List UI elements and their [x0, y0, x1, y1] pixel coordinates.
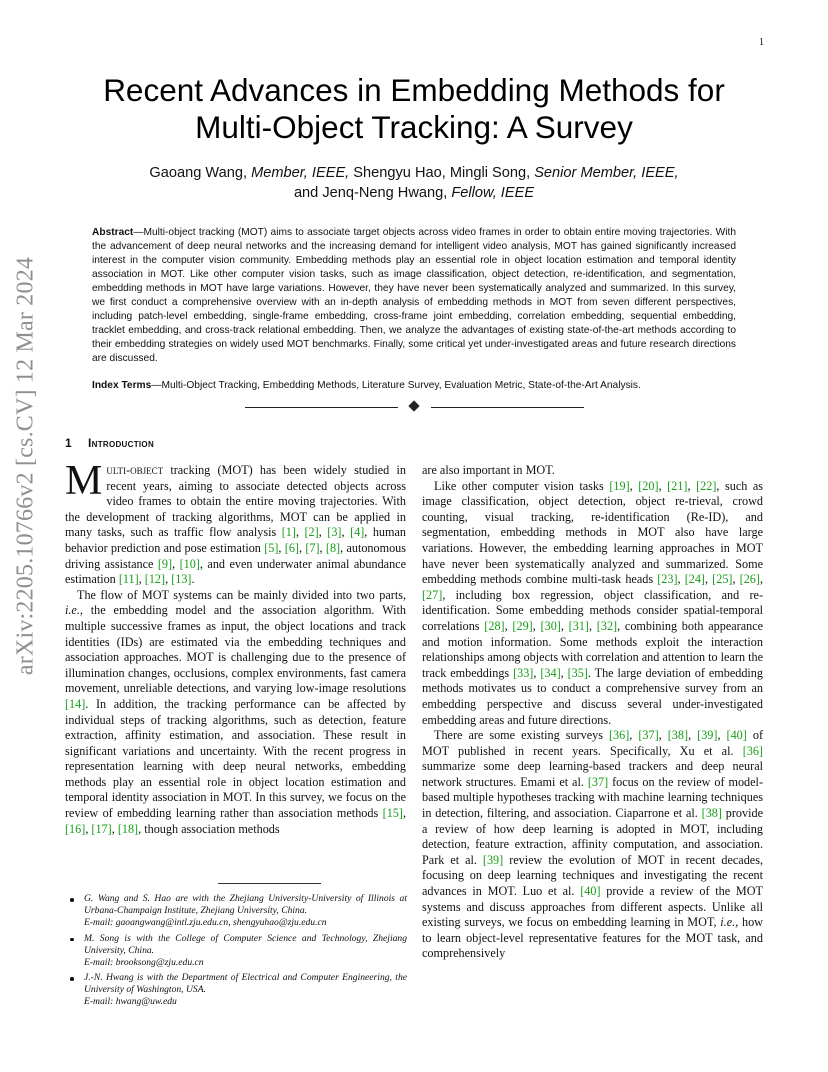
body-text: of MOT published in recent years. Specifically, Xu et al.: [422, 728, 764, 758]
body-text: ,: [172, 556, 180, 571]
citation-link[interactable]: [36]: [742, 743, 763, 758]
body-text: ,: [111, 821, 118, 836]
citation-link[interactable]: [13]: [171, 572, 192, 587]
author-line-2-run: and Jenq-Neng Hwang,: [293, 184, 452, 201]
title-line-1: Recent Advances in Embedding Methods for: [103, 72, 725, 108]
author-line-1: [60, 164, 768, 184]
footnote-email: E-mail: hwang@uw.edu: [84, 996, 177, 1008]
body-text: ,: [705, 572, 713, 587]
citation-link[interactable]: [21]: [667, 478, 688, 493]
diamond-ornament-icon: [408, 400, 419, 411]
body-text: ,: [533, 665, 541, 680]
citation-link[interactable]: [7]: [305, 540, 320, 555]
author-line-1-run: Member, IEEE,: [251, 165, 350, 181]
italic-text: i.e.: [65, 603, 80, 618]
body-text: ,: [629, 478, 639, 493]
body-text: focus on the review of model-based multiple hypotheses tracking with machine learning techniques in detection, filtering, and association. Ciaparrone et al.: [422, 774, 763, 821]
right-column-paragraph: [422, 463, 763, 479]
body-text: , combining both appearance and motion information. Some methods exploit the interaction relationships among objects with correlation and attention to learn the track embeddings: [422, 618, 764, 680]
body-text: are also important in MOT.: [422, 463, 555, 477]
citation-link[interactable]: [29]: [512, 618, 533, 633]
citation-link[interactable]: [9]: [157, 556, 173, 571]
body-text: ,: [588, 618, 597, 633]
citation-link[interactable]: [23]: [657, 572, 678, 587]
body-text: The flow of MOT systems can be mainly divided into two parts,: [77, 587, 406, 602]
abstract: [92, 226, 736, 366]
author-list: [60, 164, 768, 203]
citation-link[interactable]: [33]: [513, 665, 534, 680]
separator-rule-right: [431, 407, 584, 408]
body-text: . In addition, the tracking performance can be affected by individual steps of tracking algorithms, such as detection, feature extraction, affinity estimation, and association. These result in significant variations and uncertainty. With the recent progress in representation learning with deep neural networks, embedding methods play an essential role in object location estimation and temporal identity association in MOT. In this survey, we focus on the review of embedding learning rather than association methods: [65, 696, 406, 821]
citation-link[interactable]: [24]: [684, 572, 705, 587]
citation-link[interactable]: [25]: [712, 572, 733, 587]
arxiv-stamp-text: arXiv:2205.10766v2 [cs.CV] 12 Mar 2024: [12, 256, 39, 676]
index-terms-label: Index Terms: [92, 380, 152, 391]
body-text: ,: [295, 525, 305, 540]
citation-link[interactable]: [18]: [117, 821, 139, 836]
citation-link[interactable]: [15]: [382, 806, 403, 821]
index-terms-text: —Multi-Object Tracking, Embedding Methods, Literature Survey, Evaluation Metric, State-of-the-Art Analysis.: [151, 380, 641, 391]
body-text: ,: [341, 525, 351, 540]
title-line-2: Multi-Object Tracking: A Survey: [195, 109, 633, 145]
body-text: tracking (MOT) has been widely studied in recent years, aiming to associate detected objects across video frames to obtain the entire moving trajectories. With the development of tracking algorithms, MOT can be applied in many tasks, such as traffic flow analysis: [65, 463, 406, 540]
section-heading: [65, 436, 154, 450]
body-text: There are some existing surveys: [434, 728, 609, 743]
body-text: , human behavior prediction and pose estimation: [65, 525, 407, 555]
citation-link[interactable]: [26]: [739, 572, 760, 587]
body-text: , such as image classification, object detection, object re-trieval, crowd counting, visual tracking, re-identification (Re-ID), and segmentation, embedding methods in MOT also have large variations. However, the embedding learning approaches in MOT have never been systematically analyzed and summarized. Some embedding methods combine multi-task heads: [422, 478, 764, 587]
separator-rule-left: [245, 407, 398, 408]
body-text: , though association methods: [138, 821, 280, 836]
body-text: provide a review of how deep learning is adopted in MOT, including detection, feature extraction, affinity computation, and association. Park et al.: [422, 806, 764, 867]
body-text: ,: [319, 540, 326, 555]
citation-link[interactable]: [37]: [638, 728, 659, 743]
citation-link[interactable]: [40]: [580, 884, 601, 899]
footnote-rule: [218, 883, 321, 884]
body-text: ,: [402, 806, 406, 821]
footnote-affiliation: M. Song is with the College of Computer Science and Technology, Zhejiang University, China.: [84, 932, 407, 956]
author-affiliation-footnotes: [65, 893, 407, 1012]
body-text: ,: [658, 478, 668, 493]
author-line-1-run: Senior Member, IEEE,: [534, 165, 679, 181]
body-text: ,: [717, 728, 727, 743]
footnote-item: [84, 933, 407, 969]
citation-link[interactable]: [10]: [179, 556, 200, 571]
citation-link[interactable]: [17]: [91, 821, 112, 836]
right-column-paragraph: [422, 728, 763, 962]
citation-link[interactable]: [5]: [264, 540, 279, 555]
footnote-list: [65, 893, 407, 1008]
small-caps-lead: ulti-object: [106, 463, 164, 477]
body-text: , the embedding model and the association algorithm. With multiple successive frames as input, the object locations and track identities (IDs) are estimated via the embedding techniques and association approaches. MOT is challenging due to the presence of illumination changes, occlusions, complex environments, fast camera movement, unreliable detections, and varying low-image resolutions: [65, 603, 406, 696]
citation-link[interactable]: [4]: [350, 525, 365, 540]
section-title: Introduction: [87, 436, 155, 450]
drop-cap: M: [65, 458, 103, 504]
citation-link[interactable]: [38]: [701, 806, 722, 821]
citation-link[interactable]: [39]: [697, 728, 718, 743]
body-text: Like other computer vision tasks: [434, 478, 610, 493]
citation-link[interactable]: [8]: [325, 540, 341, 555]
right-column-paragraph: [422, 479, 763, 729]
body-text: review the evolution of MOT in recent decades, focusing on deep learning techniques and investigating the recent advances in MOT. Luo et al.: [422, 852, 763, 899]
citation-link[interactable]: [12]: [144, 572, 166, 587]
body-text: ,: [560, 618, 569, 633]
index-terms: [92, 379, 736, 393]
body-column-left: [65, 458, 407, 837]
author-line-2-run: Fellow, IEEE: [451, 184, 535, 201]
body-text: ,: [658, 728, 668, 743]
citation-link[interactable]: [27]: [422, 587, 443, 602]
citation-link[interactable]: [34]: [540, 665, 561, 680]
left-column-paragraph: [65, 458, 407, 588]
citation-link[interactable]: [2]: [304, 525, 319, 540]
citation-link[interactable]: [14]: [65, 696, 86, 711]
citation-link[interactable]: [20]: [638, 478, 659, 493]
body-text: ,: [138, 572, 145, 587]
body-text: ,: [560, 665, 568, 680]
citation-link[interactable]: [35]: [567, 665, 588, 680]
author-line-1-run: Shengyu Hao, Mingli Song,: [349, 165, 535, 181]
page-number: 1: [759, 37, 764, 48]
citation-link[interactable]: [16]: [65, 821, 86, 836]
section-number: 1: [65, 436, 72, 450]
body-text: ,: [732, 572, 740, 587]
abstract-text: —Multi-object tracking (MOT) aims to associate target objects across video frames in order to obtain entire moving trajectories. With the advancement of deep neural networks and the increasing demand for intelligent video analysis, MOT has gained significantly increased interest in the computer vision community. Embedding methods play an essential role in object location estimation and temporal identity association in MOT. Like other computer vision tasks, such as image classification, object detection, re-identification, and segmentation, embedding methods in MOT have large variations. However, they have never been systematically analyzed and summarized. In this survey, we first conduct a comprehensive overview with an in-depth analysis of embedding methods in MOT from seven different perspectives, including patch-level embedding, single-frame embedding, cross-frame joint embedding, correlation embedding, sequential embedding, tracklet embedding, and cross-track relational embedding. Then, we analyze the advantages of existing state-of-the-art methods according to their embedding strategies on widely used MOT benchmarks. Finally, some critical yet under-investigated areas and future research directions are discussed.: [92, 227, 736, 365]
body-text: , and even underwater animal abundance estimation: [65, 556, 406, 587]
body-text: .: [191, 572, 195, 587]
citation-link[interactable]: [19]: [609, 478, 630, 493]
citation-link[interactable]: [32]: [596, 618, 618, 633]
body-text: ,: [298, 540, 306, 555]
footnote-item: [84, 893, 407, 929]
body-text: ,: [85, 821, 92, 836]
body-text: , how to learn object-level representative features for the MOT task, and comprehensively: [422, 915, 763, 961]
footnote-email: E-mail: brooksong@zju.edu.cn: [84, 956, 204, 968]
body-text: , including box regression, object classification, and re-identification. Some embedding methods consider spatial-temporal correlations: [422, 587, 763, 633]
body-text: ,: [165, 572, 172, 587]
citation-link[interactable]: [31]: [568, 618, 589, 633]
section-separator: [245, 400, 584, 414]
citation-link[interactable]: [11]: [118, 572, 139, 587]
citation-link[interactable]: [6]: [284, 540, 299, 555]
citation-link[interactable]: [3]: [327, 525, 342, 540]
italic-text: i.e.: [720, 915, 736, 930]
citation-link[interactable]: [38]: [667, 728, 689, 743]
body-text: ,: [318, 525, 328, 540]
citation-link[interactable]: [40]: [726, 728, 747, 743]
citation-link[interactable]: [28]: [484, 618, 505, 633]
body-text: ,: [532, 618, 541, 633]
author-line-1-run: Gaoang Wang,: [149, 165, 252, 181]
footnote-affiliation: J.-N. Hwang is with the Department of Electrical and Computer Engineering, the University of Washington, USA.: [84, 972, 407, 996]
body-text: provide a review of the MOT systems and discuss approaches from different aspects. Unlike all existing surveys, we focus on embedding learning in MOT,: [422, 884, 763, 930]
citation-link[interactable]: [22]: [696, 478, 717, 493]
footnote-item: [84, 972, 407, 1008]
footnote-email: E-mail: gaoangwang@intl.zju.edu.cn, shengyuhao@zju.edu.cn: [84, 916, 327, 928]
citation-link[interactable]: [30]: [540, 618, 561, 633]
body-text: ,: [759, 572, 764, 587]
body-text: ,: [278, 540, 285, 555]
left-column-paragraph: [65, 588, 406, 838]
body-text: ,: [504, 618, 513, 633]
body-text: . The large deviation of embedding methods motivates us to conduct a comprehensive survey from an embedding perspective and discuss several under-investigated embedding areas and future directions.: [422, 665, 763, 727]
citation-link[interactable]: [37]: [587, 774, 609, 789]
body-text: ,: [688, 728, 698, 743]
abstract-label: Abstract: [92, 227, 134, 238]
author-line-2: [60, 184, 768, 204]
footnote-affiliation: G. Wang and S. Hao are with the Zhejiang University-University of Illinois at Urbana-Champaign Institute, Zhejiang University, China.: [84, 893, 407, 916]
paper-title: [60, 72, 768, 146]
body-text: ,: [677, 572, 685, 587]
citation-link[interactable]: [36]: [608, 728, 630, 743]
body-text: summarize some deep learning-based trackers and deep neural network structures. Emami et al.: [422, 759, 763, 789]
citation-link[interactable]: [1]: [281, 525, 296, 540]
body-text: ,: [687, 478, 697, 493]
citation-link[interactable]: [39]: [482, 852, 504, 867]
body-column-right: [422, 463, 763, 962]
body-text: ,: [629, 728, 639, 743]
body-text: , autonomous driving assistance: [65, 540, 407, 571]
